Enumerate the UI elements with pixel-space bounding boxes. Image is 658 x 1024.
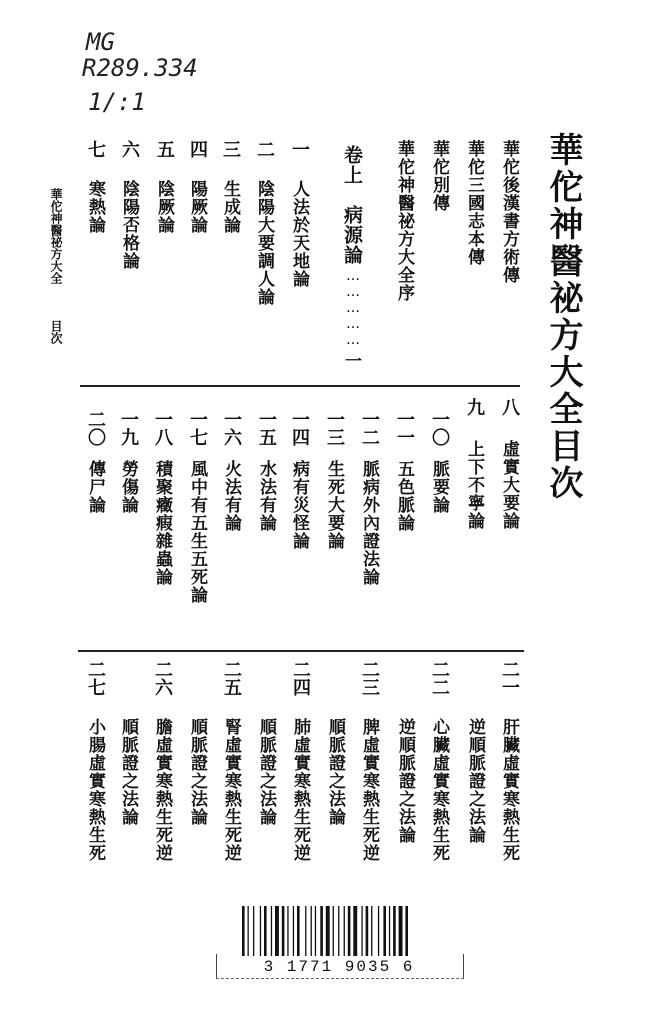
entry-title-line1: 肝臟虛實寒熱生死 bbox=[499, 718, 519, 862]
barcode-number: 3 1771 9035 6 bbox=[263, 958, 415, 976]
entry-number: 四 bbox=[187, 140, 208, 158]
entry-number: 一六 bbox=[221, 410, 242, 446]
entry-title-line2: 順脈證之法論 bbox=[256, 718, 276, 826]
entry-title: 生成論 bbox=[220, 180, 240, 234]
volume-page-number: 一 bbox=[341, 352, 361, 370]
entry-number: 一九 bbox=[118, 410, 139, 446]
entry-number: 一 bbox=[289, 140, 310, 158]
page-title: 華佗神醫祕方大全目次 bbox=[543, 132, 583, 502]
entry-title: 火法有論 bbox=[221, 460, 241, 532]
barcode-bars bbox=[242, 906, 442, 956]
handwritten-call-number-line3: 1/:1 bbox=[88, 88, 146, 116]
entry-title: 風中有五生五死論 bbox=[187, 460, 207, 604]
entry-title-line1: 脾虛實寒熱生死逆 bbox=[359, 718, 379, 862]
section-divider bbox=[80, 385, 520, 387]
entry-number: 一〇 bbox=[429, 410, 450, 446]
entry-number: 二 bbox=[254, 140, 275, 158]
entry-title-line1: 小腸虛實寒熱生死 bbox=[85, 718, 105, 862]
entry-title: 脈病外內證法論 bbox=[359, 460, 379, 586]
entry-number: 二三 bbox=[359, 660, 380, 696]
running-title-suffix: 目次 bbox=[49, 320, 63, 344]
entry-number: 七 bbox=[85, 140, 106, 158]
entry-number: 三 bbox=[220, 140, 241, 158]
entry-title: 水法有論 bbox=[256, 460, 276, 532]
front-matter-item: 華佗別傳 bbox=[429, 140, 449, 212]
entry-title: 上下不寧論 bbox=[464, 440, 484, 530]
entry-title-line1: 腎虛實寒熱生死逆 bbox=[221, 718, 241, 862]
entry-number: 二五 bbox=[221, 660, 242, 696]
entry-number: 二七 bbox=[85, 660, 106, 696]
entry-number: 一四 bbox=[289, 410, 310, 446]
section-divider bbox=[78, 650, 524, 652]
entry-number: 二二 bbox=[429, 660, 450, 696]
entry-title: 積聚癥瘕雜蟲論 bbox=[152, 460, 172, 586]
entry-number: 一七 bbox=[187, 410, 208, 446]
entry-title-line2: 逆順脈證之法論 bbox=[395, 718, 415, 844]
entry-number: 二〇 bbox=[85, 410, 106, 446]
entry-title: 陰厥論 bbox=[154, 180, 174, 234]
barcode-label bbox=[214, 896, 464, 988]
entry-number: 一二 bbox=[359, 410, 380, 446]
entry-number: 九 bbox=[464, 398, 485, 416]
entry-title: 陰陽大要調人論 bbox=[254, 180, 274, 306]
entry-title: 人法於天地論 bbox=[289, 180, 309, 288]
volume-label: 卷上 bbox=[341, 145, 363, 185]
entry-number: 二一 bbox=[499, 660, 520, 696]
entry-title: 病有災怪論 bbox=[289, 460, 309, 550]
entry-title-line2: 順脈證之法論 bbox=[118, 718, 138, 826]
entry-title-line2: 順脈證之法論 bbox=[325, 718, 345, 826]
front-matter-item: 華佗神醫祕方大全序 bbox=[394, 140, 414, 302]
front-matter-item: 華佗三國志本傳 bbox=[464, 140, 484, 266]
entry-title-line2: 順脈證之法論 bbox=[187, 718, 207, 826]
entry-title: 陽厥論 bbox=[187, 180, 207, 234]
volume-name: 病源論 bbox=[341, 205, 363, 265]
entry-number: 一一 bbox=[394, 410, 415, 446]
entry-number: 一五 bbox=[256, 410, 277, 446]
entry-title: 勞傷論 bbox=[118, 460, 138, 514]
entry-title: 傳尸論 bbox=[85, 460, 105, 514]
entry-title: 陰陽否格論 bbox=[119, 180, 139, 270]
entry-title: 脈要論 bbox=[429, 460, 449, 514]
running-title: 華佗神醫祕方大全 bbox=[49, 188, 63, 284]
front-matter-item: 華佗後漢書方術傳 bbox=[499, 140, 519, 284]
entry-number: 八 bbox=[499, 398, 520, 416]
entry-title-line1: 心臟虛實寒熱生死 bbox=[429, 718, 449, 862]
entry-title-line1: 膽虛實寒熱生死逆 bbox=[152, 718, 172, 862]
entry-title: 五色脈論 bbox=[394, 460, 414, 532]
entry-title: 虛實大要論 bbox=[499, 440, 519, 530]
entry-title-line1: 肺虛實寒熱生死逆 bbox=[290, 718, 310, 862]
entry-title: 生死大要論 bbox=[324, 460, 344, 550]
handwritten-call-number-line1: MG bbox=[86, 28, 115, 56]
handwritten-call-number-line2: R289.334 bbox=[82, 54, 198, 82]
entry-number: 一三 bbox=[324, 410, 345, 446]
entry-number: 一八 bbox=[152, 410, 173, 446]
entry-number: 二六 bbox=[152, 660, 173, 696]
entry-number: 五 bbox=[154, 140, 175, 158]
entry-title: 寒熱論 bbox=[85, 180, 105, 234]
volume-leader-dots: …………… bbox=[345, 268, 361, 348]
entry-title-line2: 逆順脈證之法論 bbox=[465, 718, 485, 844]
entry-number: 二四 bbox=[290, 660, 311, 696]
entry-number: 六 bbox=[119, 140, 140, 158]
